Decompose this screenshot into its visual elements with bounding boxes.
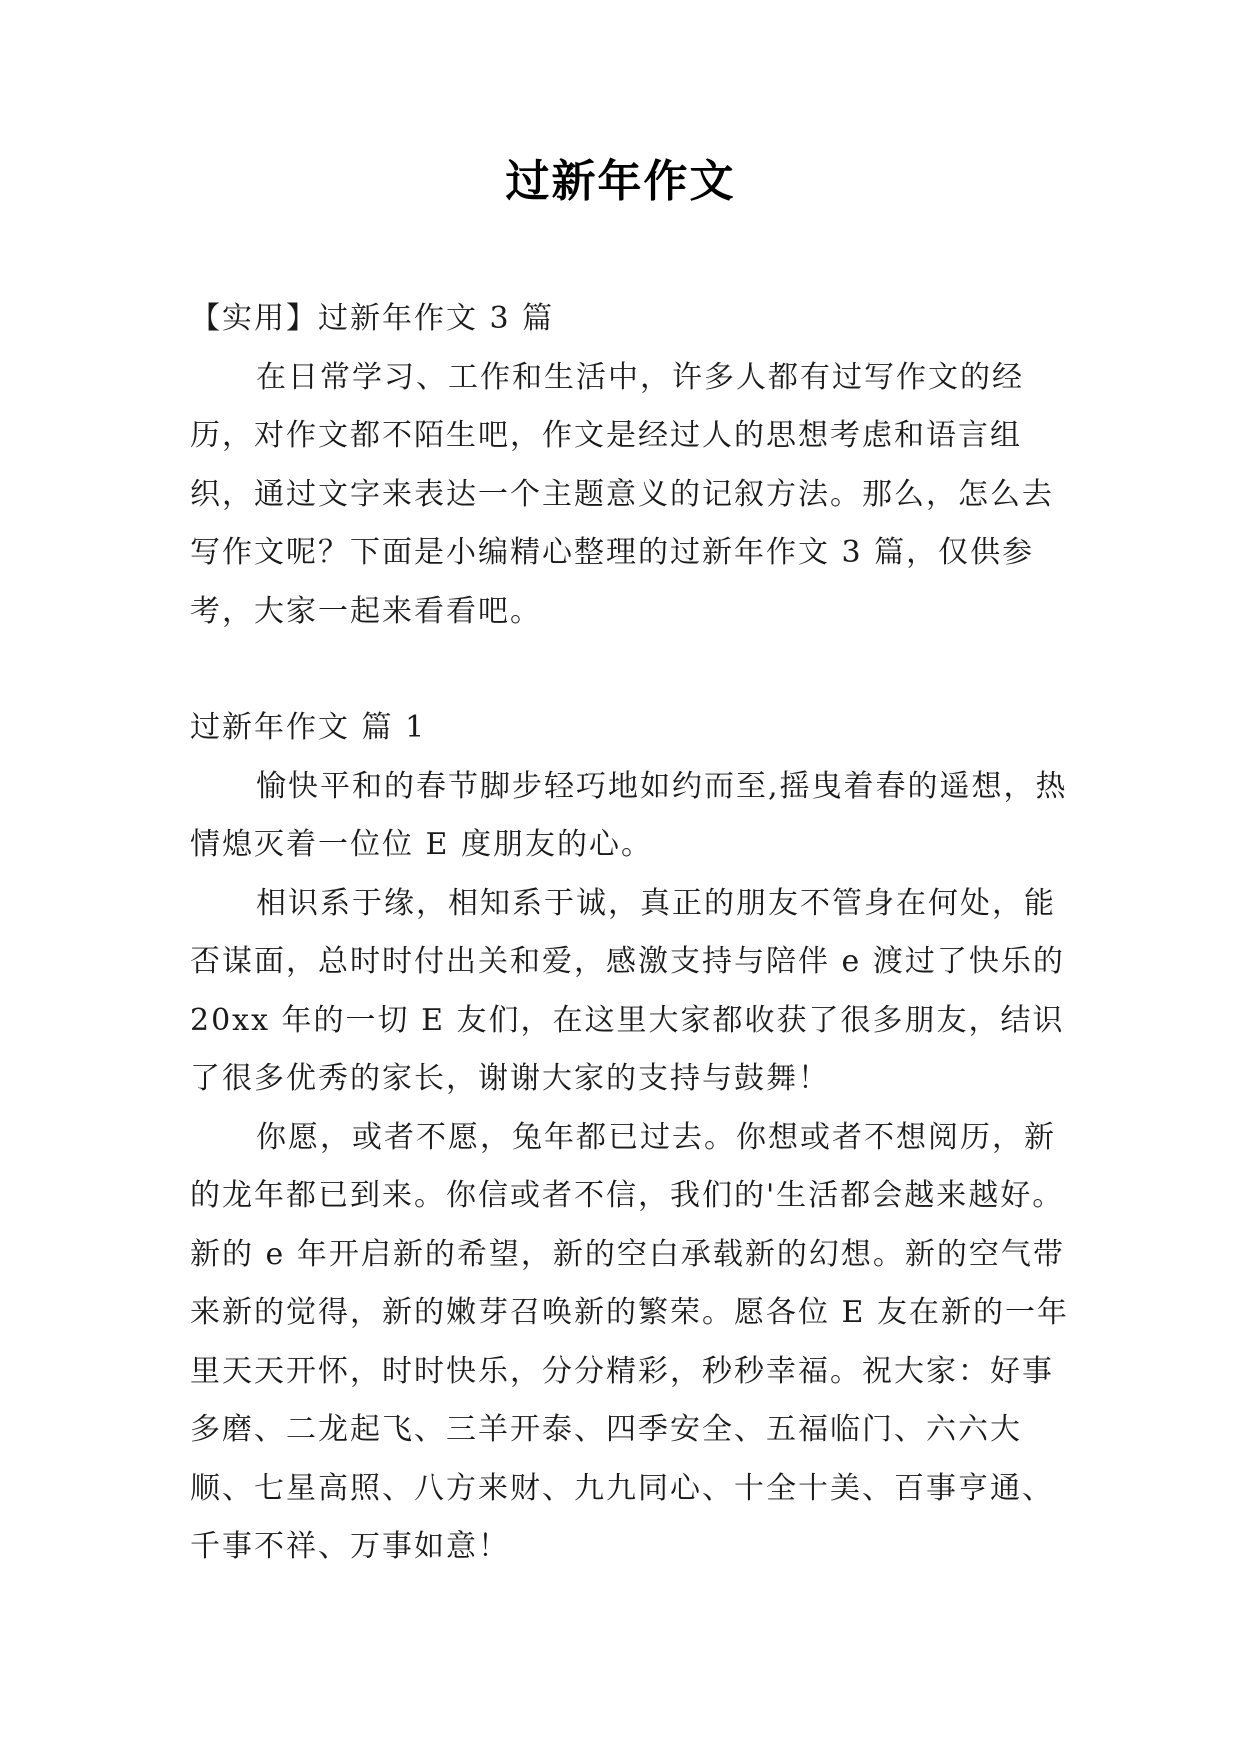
section-spacer [190, 641, 1070, 699]
body-paragraph-1: 愉快平和的春节脚步轻巧地如约而至,摇曳着春的遥想，热情熄灭着一位位 E 度朋友的心。 [190, 768, 1068, 862]
body-paragraph-3: 你愿，或者不愿，兔年都已过去。你想或者不想阅历，新的龙年都已到来。你信或者不信，我们的'生活都会越来越好。新的 e 年开启新的希望，新的空白承载新的幻想。新的空气带来新的觉得，新的嫩芽召唤新的繁荣。愿各位 E 友在新的一年里天天开怀，时时快乐，分分精彩，秒秒幸福。祝大家：好事多磨、二龙起飞、三羊开泰、四季安全、五福临门、六六大顺、七星高照、八方来财、九九同心、十全十美、百事亨通、千事不祥、万事如意！ [190, 1119, 1069, 1564]
document-body [190, 290, 1070, 1577]
body-paragraph-2: 相识系于缘，相知系于诚，真正的朋友不管身在何处，能否谋面，总时时付出关和爱，感激支持与陪伴 e 渡过了快乐的 20xx 年的一切 E 友们，在这里大家都收获了很多朋友，结识了很多优秀的家长，谢谢大家的支持与鼓舞！ [190, 885, 1065, 1096]
section-heading: 过新年作文 篇 1 [190, 710, 427, 745]
document-subtitle: 【实用】过新年作文 3 篇 [190, 301, 555, 336]
document-title: 过新年作文 [505, 156, 736, 207]
intro-paragraph: 在日常学习、工作和生活中，许多人都有过写作文的经历，对作文都不陌生吧，作文是经过人的思想考虑和语言组织，通过文字来表达一个主题意义的记叙方法。那么，怎么去写作文呢？下面是小编精心整理的过新年作文 3 篇，仅供参考，大家一起来看看吧。 [190, 359, 1054, 629]
